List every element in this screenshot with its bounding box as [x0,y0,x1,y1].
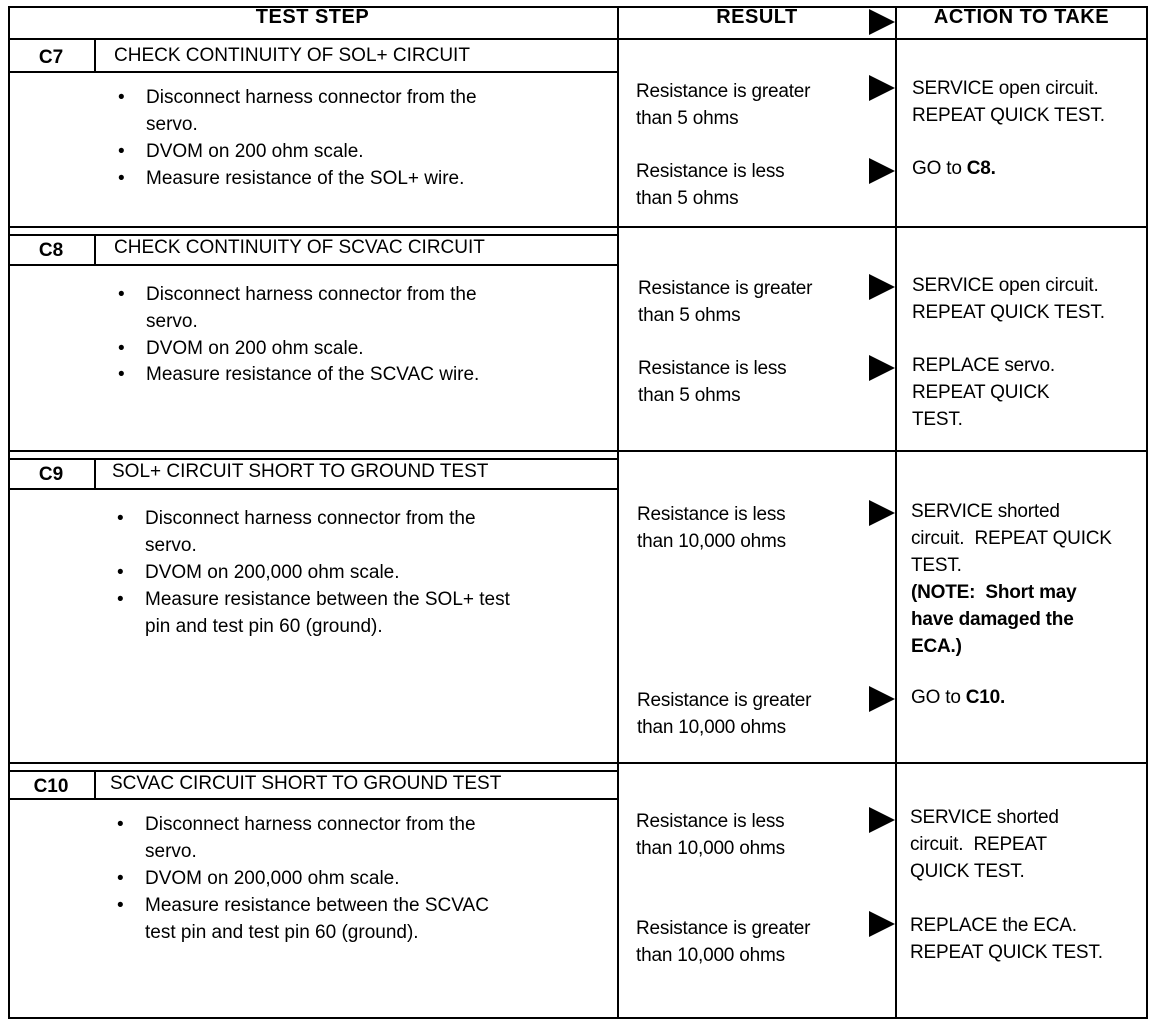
result-text: Resistance is less than 5 ohms [636,161,785,209]
code-divider [94,40,96,71]
step-code: C7 [38,47,64,68]
diagnostic-table: TEST STEP RESULT ACTION TO TAKE C7 CHECK CONTINUITY OF SOL+ CIRCUIT • Disconnect harness connector from the servo. • DVOM on 200 ohm scale. • Measure resistance of the SOL+ wire. Resistance is greater than 5 ohms SERVICE open circuit. REPEAT QUICK TEST. Resistance is less than 5 ohms GO to C8. C8 CHECK CONTINUITY OF SCVAC CIRCUIT • Disconnect harness connector from the servo. • DVOM on 200 ohm scale. • Measure resistance of the SCVAC wire. Resistance is greater than 5 ohms SERVICE open circuit. REPEAT QUICK TEST. Resistance is less than 5 ohms REPLACE servo. REPEAT QUICK TEST. C9 SOL+ CIRCUIT SHORT TO GROUND TEST • Disconnect harness connector from the servo. • DVOM on 200,000 ohm scale. • Measure resistance between the SOL+ test pin and test pin 60 (ground). Resistance is less than 10,000 ohms SERVICE shorted circuit. REPEAT QUICK TEST. (NOTE: Short may have damaged the ECA.) Resistance is greater than 10,000 ohms GO to C10. C10 SCVAC CIRCUIT SHORT TO GROUND TEST • Disconnect harness connector from the servo. • DVOM on 200,000 ohm scale. • Measure resistance between the SCVAC test pin and test pin 60 (ground). Resistance is less than 10,000 ohms SERVICE shorted circuit. REPEAT QUICK TEST. Resistance is greater than 10,000 ohms REPLACE the ECA. REPEAT QUICK TEST. [0,0,1152,1026]
action-text: SERVICE open circuit. REPEAT QUICK TEST. [912,78,1105,126]
action-note: (NOTE: Short may have damaged the ECA.) [911,582,1077,657]
header-result: RESULT [716,6,798,28]
title-underline [8,264,619,266]
action-text: SERVICE shorted circuit. REPEAT QUICK TEST. [910,807,1059,882]
step-code: C10 [33,776,69,797]
col-divider-result [617,6,619,1019]
border-right [1146,6,1148,1019]
header-action: ACTION TO TAKE [933,6,1110,28]
action-text: SERVICE shorted circuit. REPEAT QUICK TEST. [911,501,1112,576]
arrow-icon [869,355,895,381]
step-title: SCVAC CIRCUIT SHORT TO GROUND TEST [110,773,502,794]
title-underline [8,71,619,73]
action-text: REPLACE the ECA. REPEAT QUICK TEST. [910,915,1103,963]
arrow-icon [869,686,895,712]
result-text: Resistance is greater than 10,000 ohms [637,690,812,738]
arrow-icon [869,500,895,526]
title-topline [8,234,619,236]
result-text: Resistance is greater than 5 ohms [636,81,811,129]
border-left [8,6,10,1019]
arrow-icon [869,75,895,101]
title-topline [8,770,619,772]
step-title: CHECK CONTINUITY OF SOL+ CIRCUIT [114,45,470,66]
arrow-icon [869,911,895,937]
step-title: SOL+ CIRCUIT SHORT TO GROUND TEST [112,461,489,482]
result-text: Resistance is less than 5 ohms [638,358,787,406]
action-text: REPLACE servo. REPEAT QUICK TEST. [912,355,1055,430]
code-divider [94,770,96,798]
result-text: Resistance is greater than 10,000 ohms [636,918,811,966]
header-arrow-icon [869,9,895,35]
title-underline [8,488,619,490]
result-text: Resistance is greater than 5 ohms [638,278,813,326]
row-divider [8,762,1148,764]
row-divider [8,226,1148,228]
action-text: GO to C10. [911,687,1006,708]
action-text: GO to C8. [912,158,996,179]
result-text: Resistance is less than 10,000 ohms [636,811,785,859]
action-text: SERVICE open circuit. REPEAT QUICK TEST. [912,275,1105,323]
border-bottom [8,1017,1148,1019]
arrow-icon [869,274,895,300]
col-divider-action [895,6,897,1019]
header-test-step: TEST STEP [255,6,370,28]
title-topline [8,458,619,460]
result-text: Resistance is less than 10,000 ohms [637,504,786,552]
arrow-icon [869,158,895,184]
step-title: CHECK CONTINUITY OF SCVAC CIRCUIT [114,237,485,258]
step-code: C9 [38,464,64,485]
code-divider [94,234,96,264]
code-divider [94,458,96,488]
row-divider [8,450,1148,452]
step-code: C8 [38,240,64,261]
arrow-icon [869,807,895,833]
header-bottom [8,38,1148,40]
title-underline [8,798,619,800]
